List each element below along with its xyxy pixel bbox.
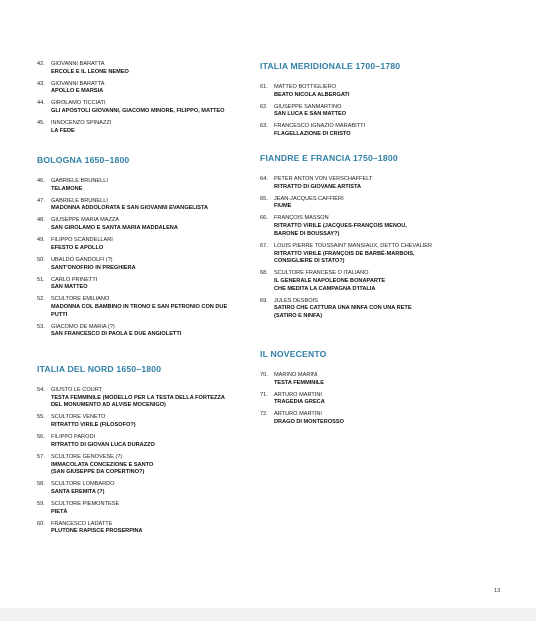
artist-name: GIOVANNI BARATTA xyxy=(51,61,105,67)
artwork-title: SATIRO CHE CATTURA UNA NINFA CON UNA RETE xyxy=(274,305,412,312)
artist-name: GABRIELE BRUNELLI xyxy=(51,197,108,204)
artist-name: SCULTORE PIEMONTESE xyxy=(51,500,120,507)
catalog-entry xyxy=(37,481,249,496)
entry-number: 63. xyxy=(260,123,268,130)
catalog-entry xyxy=(260,270,465,293)
artwork-title: ERCOLE E IL LEONE NEMEO xyxy=(51,68,129,75)
artwork-title: BEATO NICOLA ALBERGATI xyxy=(274,91,350,98)
artist-name: SCULTORE VENETO xyxy=(51,414,106,421)
artist-name: FRANCESCO IGNAZIO MARABITTI xyxy=(274,123,366,130)
artwork-title: DEL MONUMENTO AD ALVISE MOCENIGO) xyxy=(51,402,166,409)
artwork-title: APOLLO E MARSIA xyxy=(51,88,104,95)
entry-number: 71. xyxy=(260,391,268,398)
artist-name: ARTURO MARTINI xyxy=(274,391,322,398)
entry-text xyxy=(274,411,465,426)
catalog-entry xyxy=(260,392,465,407)
catalog-entry xyxy=(260,176,465,191)
artwork-title: CHE MEDITA LA CAMPAGNA D'ITALIA xyxy=(274,285,376,292)
artwork-title: IMMACOLATA CONCEZIONE E SANTO xyxy=(51,461,154,468)
artwork-title: SAN FRANCESCO DI PAOLA E DUE ANGIOLETTI xyxy=(51,331,182,338)
artwork-title: RITRATTO DI GIOVANE ARTISTA xyxy=(274,183,362,190)
entry-number: 59. xyxy=(37,500,45,507)
entry-number: 53. xyxy=(37,323,45,330)
catalog-entry xyxy=(37,324,249,339)
entry-text xyxy=(51,454,249,477)
entry-text xyxy=(51,100,249,115)
entry-number: 69. xyxy=(260,297,268,304)
entry-text xyxy=(274,372,465,387)
artwork-title: DRAGO DI MONTEROSSO xyxy=(274,419,344,426)
entry-number: 58. xyxy=(37,481,45,488)
entry-number: 62. xyxy=(260,103,268,110)
artist-name: GIACOMO DE MARIA (?) xyxy=(51,323,115,330)
catalog-section xyxy=(37,364,249,540)
artist-name: JULES DESBOIS xyxy=(274,297,318,304)
catalog-entry xyxy=(37,434,249,449)
entry-number: 47. xyxy=(37,197,45,204)
catalog-entry xyxy=(260,411,465,426)
artwork-title: GLI APOSTOLI GIOVANNI, GIACOMO MINORE, FILIPPO, MATTEO xyxy=(51,108,225,115)
artwork-title: RITRATTO VIRILE (FRANÇOIS DE BARBÉ-MARBOIS, xyxy=(274,250,415,257)
entry-number: 67. xyxy=(260,242,268,249)
artwork-title: TRAGEDIA GRECA xyxy=(274,399,325,406)
entry-text xyxy=(51,296,249,319)
entry-number: 50. xyxy=(37,256,45,263)
entry-text xyxy=(274,84,465,99)
entry-text xyxy=(51,277,249,292)
entry-number: 44. xyxy=(37,100,45,107)
entry-number: 55. xyxy=(37,414,45,421)
artist-name: JEAN-JACQUES CAFFIERI xyxy=(274,195,344,202)
catalog-entry xyxy=(37,237,249,252)
entry-text xyxy=(51,257,249,272)
catalog-entry xyxy=(37,277,249,292)
section-title: FIANDRE E FRANCIA 1750–1800 xyxy=(260,153,398,163)
entry-number: 60. xyxy=(37,520,45,527)
artist-name: FRANCESCO LADATTE xyxy=(51,520,113,527)
entry-number: 45. xyxy=(37,120,45,127)
artwork-title: SANTA EREMITA (?) xyxy=(51,488,105,495)
catalog-section xyxy=(260,61,465,143)
artist-name: SCULTORE LOMBARDO xyxy=(51,481,115,488)
artwork-title: RITRATTO VIRILE (FILOSOFO?) xyxy=(51,422,136,429)
artist-name: GIOVANNI BARATTA xyxy=(51,80,105,87)
entry-number: 42. xyxy=(37,61,45,67)
artwork-title: TESTA FEMMINILE (MODELLO PER LA TESTA DELLA FORTEZZA xyxy=(51,394,225,401)
artist-name: FILIPPO PARODI xyxy=(51,434,96,441)
entry-number: 72. xyxy=(260,411,268,418)
entry-number: 70. xyxy=(260,372,268,378)
section-title: ITALIA MERIDIONALE 1700–1780 xyxy=(260,61,401,71)
entry-text xyxy=(51,237,249,252)
artist-name: GIUSTO LE COURT xyxy=(51,387,103,393)
entry-text xyxy=(51,501,249,516)
entry-number: 65. xyxy=(260,195,268,202)
page-number: 13 xyxy=(494,588,501,594)
artwork-title: TESTA FEMMINILE xyxy=(274,379,325,386)
entry-number: 46. xyxy=(37,178,45,184)
entry-number: 57. xyxy=(37,453,45,460)
artwork-title: SAN LUCA E SAN MATTEO xyxy=(274,111,347,118)
catalog-entry xyxy=(260,123,465,138)
catalog-entry xyxy=(260,104,465,119)
artwork-title: PIETÀ xyxy=(51,508,68,515)
entry-number: 68. xyxy=(260,270,268,277)
entry-text xyxy=(274,392,465,407)
artist-name: GABRIELE BRUNELLI xyxy=(51,178,108,184)
entry-text xyxy=(51,120,249,135)
catalog-entry xyxy=(37,454,249,477)
artist-name: SCULTORE EMILIANO xyxy=(51,296,110,303)
artist-name: INNOCENZO SPINAZZI xyxy=(51,120,112,127)
entry-text xyxy=(51,198,249,213)
artist-name: MARINO MARINI xyxy=(274,372,318,378)
entry-text xyxy=(274,123,465,138)
entry-text xyxy=(51,178,249,193)
artwork-title: (SAN GIUSEPPE DA COPERTINO?) xyxy=(51,469,145,476)
catalog-entry xyxy=(260,298,465,321)
entry-text xyxy=(51,521,249,536)
catalog-entry xyxy=(260,84,465,99)
artwork-title: PLUTONE RAPISCE PROSERPINA xyxy=(51,528,143,535)
artwork-title: (SATIRO E NINFA) xyxy=(274,313,323,320)
artwork-title: MADONNA ADDOLORATA E SAN GIOVANNI EVANGELISTA xyxy=(51,205,209,212)
entry-text xyxy=(274,298,465,321)
artwork-title: BARONE DI BOUSSAY?) xyxy=(274,230,340,237)
artwork-title: FIUME xyxy=(274,203,292,210)
catalog-entry xyxy=(260,372,465,387)
artwork-title: FLAGELLAZIONE DI CRISTO xyxy=(274,131,351,138)
entry-text xyxy=(51,81,249,96)
entry-text xyxy=(51,217,249,232)
catalog-entry xyxy=(37,217,249,232)
artist-name: SCULTORE FRANCESE O ITALIANO xyxy=(274,270,369,277)
entry-number: 54. xyxy=(37,387,45,393)
catalog-entry xyxy=(37,296,249,319)
entry-number: 43. xyxy=(37,80,45,87)
entry-number: 52. xyxy=(37,296,45,303)
entry-text xyxy=(51,387,249,410)
section-title: BOLOGNA 1650–1800 xyxy=(37,155,130,165)
catalog-entry xyxy=(260,196,465,211)
catalog-entry xyxy=(37,198,249,213)
artwork-title: SANT'ONOFRIO IN PREGHIERA xyxy=(51,264,136,271)
entry-number: 66. xyxy=(260,215,268,222)
catalog-entry xyxy=(37,120,249,135)
artist-name: PETER ANTON VON VERSCHAFFELT xyxy=(274,176,373,182)
artwork-title: SAN GIROLAMO E SANTA MARIA MADDALENA xyxy=(51,225,178,232)
catalog-section xyxy=(37,61,249,140)
catalog-entry xyxy=(260,243,465,266)
artist-name: CARLO PRINETTI xyxy=(51,276,98,283)
entry-number: 48. xyxy=(37,217,45,224)
section-title: ITALIA DEL NORD 1650–1800 xyxy=(37,364,162,374)
artist-name: ARTURO MARTINI xyxy=(274,411,322,418)
catalog-entry xyxy=(37,521,249,536)
entry-text xyxy=(51,61,249,76)
catalog-entry xyxy=(37,414,249,429)
entry-number: 56. xyxy=(37,434,45,441)
artwork-title: CONSIGLIERE DI STATO?) xyxy=(274,258,345,265)
entry-text xyxy=(51,481,249,496)
artwork-title: PUTTI xyxy=(51,311,68,318)
artwork-title: EFESTO E APOLLO xyxy=(51,244,104,251)
section-title: IL NOVECENTO xyxy=(260,349,327,359)
catalog-entry xyxy=(260,215,465,238)
artist-name: FILIPPO SCANDELLARI xyxy=(51,237,113,244)
catalog-entry xyxy=(37,387,249,410)
entry-text xyxy=(274,196,465,211)
artist-name: GIUSEPPE SANMARTINO xyxy=(274,103,342,110)
artist-name: SCULTORE GENOVESE (?) xyxy=(51,453,123,460)
entry-text xyxy=(274,215,465,238)
artwork-title: SAN MATTEO xyxy=(51,284,88,291)
artist-name: GIROLAMO TICCIATI xyxy=(51,100,106,107)
catalog-entry xyxy=(37,501,249,516)
artist-name: UBALDO GANDOLFI (?) xyxy=(51,256,113,263)
entry-number: 49. xyxy=(37,237,45,244)
artwork-title: RITRATTO VIRILE (JACQUES-FRANÇOIS MENOU, xyxy=(274,223,407,230)
entry-text xyxy=(274,176,465,191)
artist-name: LOUIS PIERRE TOUSSAINT MANSIAUX, DETTO CHEVALIER xyxy=(274,242,433,249)
entry-text xyxy=(274,243,465,266)
catalog-entry xyxy=(37,257,249,272)
entry-text xyxy=(274,270,465,293)
artist-name: GIUSEPPE MARIA MAZZA xyxy=(51,217,120,224)
artist-name: FRANÇOIS MASSON xyxy=(274,215,329,222)
catalog-entry xyxy=(37,81,249,96)
entry-number: 51. xyxy=(37,276,45,283)
catalog-entry xyxy=(37,178,249,193)
catalog-section xyxy=(260,153,465,325)
artist-name: MATTEO BOTTIGLIERO xyxy=(274,84,337,90)
entry-text xyxy=(51,324,249,339)
catalog-section xyxy=(37,155,249,343)
artwork-title: IL GENERALE NAPOLEONE BONAPARTE xyxy=(274,277,386,284)
entry-text xyxy=(274,104,465,119)
catalog-section xyxy=(260,349,465,431)
catalog-entry xyxy=(37,61,249,76)
artwork-title: RITRATTO DI GIOVAN LUCA DURAZZO xyxy=(51,441,155,448)
artwork-title: TELAMONE xyxy=(51,185,83,192)
catalog-entry xyxy=(37,100,249,115)
entry-text xyxy=(51,434,249,449)
artwork-title: LA FEDE xyxy=(51,127,75,134)
entry-number: 64. xyxy=(260,176,268,182)
entry-text xyxy=(51,414,249,429)
artwork-title: MADONNA COL BAMBINO IN TRONO E SAN PETRONIO CON DUE xyxy=(51,303,228,310)
entry-number: 61. xyxy=(260,84,268,90)
